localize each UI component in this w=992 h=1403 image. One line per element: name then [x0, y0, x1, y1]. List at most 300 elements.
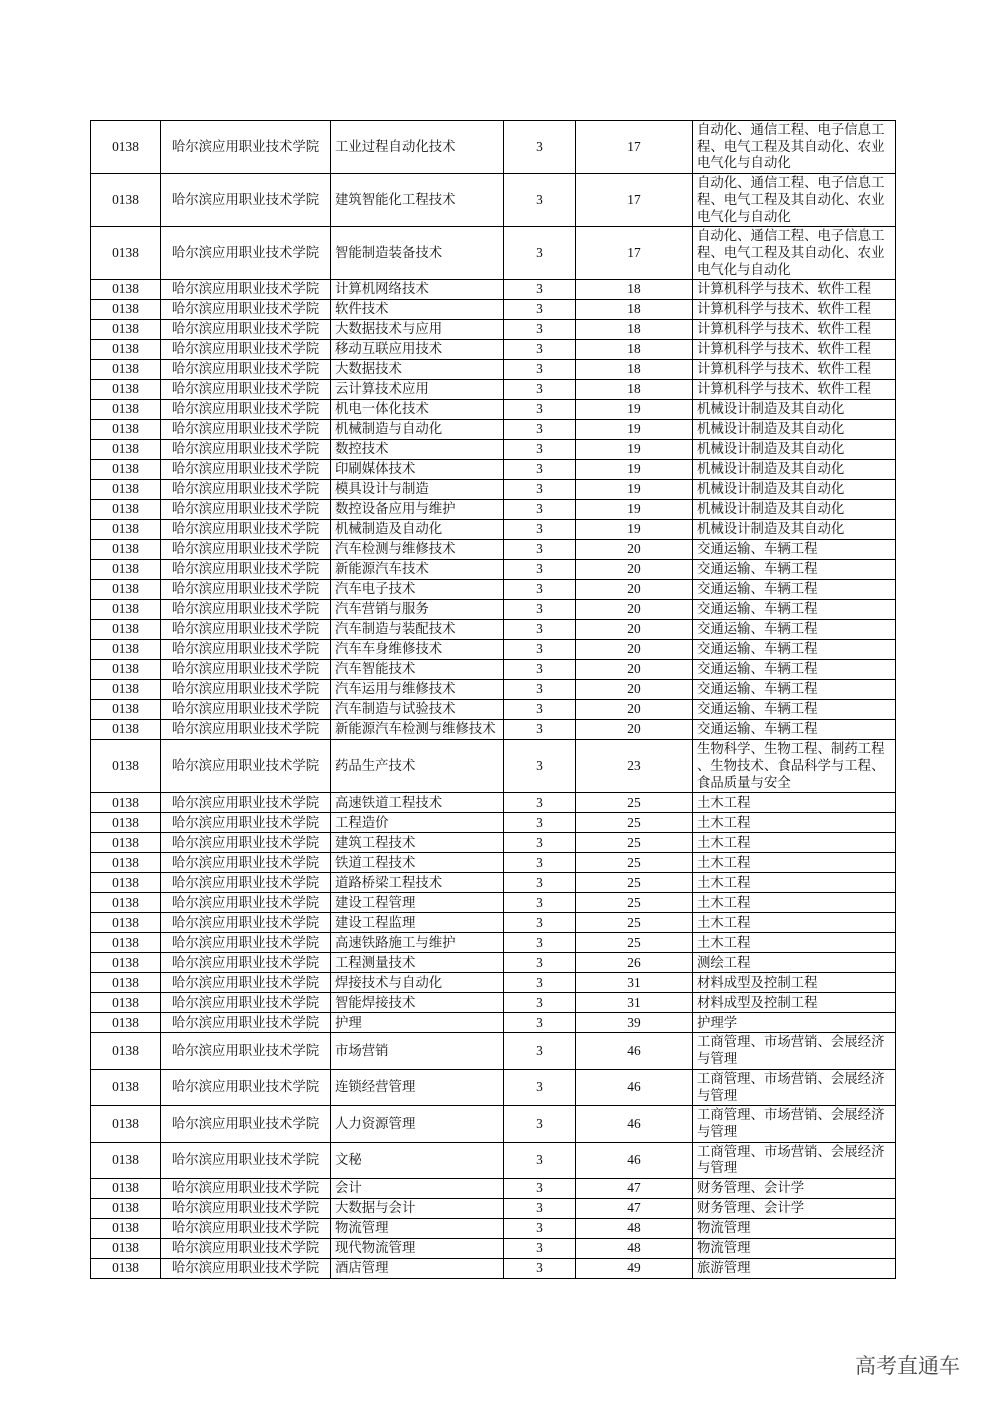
school-cell: 哈尔滨应用职业技术学院	[161, 1106, 331, 1142]
category-code-cell: 20	[576, 580, 693, 600]
code-cell: 0138	[91, 600, 161, 620]
category-code-cell: 47	[576, 1199, 693, 1219]
table-row	[91, 1106, 896, 1142]
table-row	[91, 993, 896, 1013]
school-cell: 哈尔滨应用职业技术学院	[161, 400, 331, 420]
category-code-cell: 20	[576, 620, 693, 640]
table-row	[91, 580, 896, 600]
code-cell: 0138	[91, 1106, 161, 1142]
major-cell: 铁道工程技术	[331, 853, 504, 873]
category-code-cell: 46	[576, 1069, 693, 1105]
code-cell: 0138	[91, 973, 161, 993]
years-cell: 3	[504, 560, 576, 580]
table-row	[91, 660, 896, 680]
table-row	[91, 740, 896, 793]
code-cell: 0138	[91, 740, 161, 793]
years-cell: 3	[504, 1142, 576, 1178]
school-cell: 哈尔滨应用职业技术学院	[161, 913, 331, 933]
table-row	[91, 620, 896, 640]
code-cell: 0138	[91, 640, 161, 660]
category-code-cell: 26	[576, 953, 693, 973]
category-code-cell: 20	[576, 720, 693, 740]
related-majors-cell: 计算机科学与技术、软件工程	[693, 360, 896, 380]
major-cell: 建设工程监理	[331, 913, 504, 933]
major-cell: 会计	[331, 1179, 504, 1199]
code-cell: 0138	[91, 993, 161, 1013]
school-cell: 哈尔滨应用职业技术学院	[161, 993, 331, 1013]
school-cell: 哈尔滨应用职业技术学院	[161, 340, 331, 360]
table-row	[91, 380, 896, 400]
major-cell: 软件技术	[331, 300, 504, 320]
years-cell: 3	[504, 620, 576, 640]
code-cell: 0138	[91, 560, 161, 580]
years-cell: 3	[504, 720, 576, 740]
table-row	[91, 640, 896, 660]
years-cell: 3	[504, 600, 576, 620]
years-cell: 3	[504, 1259, 576, 1279]
code-cell: 0138	[91, 340, 161, 360]
code-cell: 0138	[91, 227, 161, 280]
school-cell: 哈尔滨应用职业技术学院	[161, 620, 331, 640]
table-row	[91, 360, 896, 380]
related-majors-cell: 计算机科学与技术、软件工程	[693, 380, 896, 400]
category-code-cell: 25	[576, 913, 693, 933]
related-majors-cell: 材料成型及控制工程	[693, 993, 896, 1013]
related-majors-cell: 生物科学、生物工程、制药工程、生物技术、食品科学与工程、食品质量与安全	[693, 740, 896, 793]
table-row	[91, 1219, 896, 1239]
school-cell: 哈尔滨应用职业技术学院	[161, 740, 331, 793]
school-cell: 哈尔滨应用职业技术学院	[161, 853, 331, 873]
table-row	[91, 793, 896, 813]
category-code-cell: 48	[576, 1239, 693, 1259]
related-majors-cell: 机械设计制造及其自动化	[693, 500, 896, 520]
school-cell: 哈尔滨应用职业技术学院	[161, 121, 331, 174]
table-row	[91, 174, 896, 227]
category-code-cell: 25	[576, 833, 693, 853]
category-code-cell: 49	[576, 1259, 693, 1279]
table-row	[91, 973, 896, 993]
table-row	[91, 420, 896, 440]
major-cell: 连锁经营管理	[331, 1069, 504, 1105]
years-cell: 3	[504, 500, 576, 520]
school-cell: 哈尔滨应用职业技术学院	[161, 300, 331, 320]
related-majors-cell: 土木工程	[693, 913, 896, 933]
code-cell: 0138	[91, 953, 161, 973]
years-cell: 3	[504, 280, 576, 300]
years-cell: 3	[504, 1069, 576, 1105]
code-cell: 0138	[91, 893, 161, 913]
related-majors-cell: 交通运输、车辆工程	[693, 640, 896, 660]
major-cell: 新能源汽车检测与维修技术	[331, 720, 504, 740]
school-cell: 哈尔滨应用职业技术学院	[161, 520, 331, 540]
code-cell: 0138	[91, 1142, 161, 1178]
code-cell: 0138	[91, 360, 161, 380]
years-cell: 3	[504, 1033, 576, 1069]
major-cell: 汽车检测与维修技术	[331, 540, 504, 560]
major-cell: 焊接技术与自动化	[331, 973, 504, 993]
table-row	[91, 1142, 896, 1178]
major-cell: 印刷媒体技术	[331, 460, 504, 480]
major-cell: 模具设计与制造	[331, 480, 504, 500]
related-majors-cell: 交通运输、车辆工程	[693, 720, 896, 740]
category-code-cell: 46	[576, 1033, 693, 1069]
major-cell: 大数据与会计	[331, 1199, 504, 1219]
category-code-cell: 20	[576, 600, 693, 620]
related-majors-cell: 土木工程	[693, 853, 896, 873]
years-cell: 3	[504, 813, 576, 833]
school-cell: 哈尔滨应用职业技术学院	[161, 440, 331, 460]
related-majors-cell: 护理学	[693, 1013, 896, 1033]
related-majors-cell: 交通运输、车辆工程	[693, 660, 896, 680]
related-majors-cell: 土木工程	[693, 873, 896, 893]
category-code-cell: 20	[576, 640, 693, 660]
code-cell: 0138	[91, 400, 161, 420]
related-majors-cell: 材料成型及控制工程	[693, 973, 896, 993]
major-cell: 汽车电子技术	[331, 580, 504, 600]
category-code-cell: 25	[576, 813, 693, 833]
major-cell: 机械制造与自动化	[331, 420, 504, 440]
major-cell: 建筑工程技术	[331, 833, 504, 853]
related-majors-cell: 交通运输、车辆工程	[693, 600, 896, 620]
major-cell: 道路桥梁工程技术	[331, 873, 504, 893]
major-cell: 工程测量技术	[331, 953, 504, 973]
table-row	[91, 400, 896, 420]
years-cell: 3	[504, 1106, 576, 1142]
table-row	[91, 500, 896, 520]
related-majors-cell: 机械设计制造及其自动化	[693, 480, 896, 500]
major-cell: 护理	[331, 1013, 504, 1033]
related-majors-cell: 旅游管理	[693, 1259, 896, 1279]
years-cell: 3	[504, 953, 576, 973]
years-cell: 3	[504, 1219, 576, 1239]
category-code-cell: 25	[576, 893, 693, 913]
school-cell: 哈尔滨应用职业技术学院	[161, 1033, 331, 1069]
school-cell: 哈尔滨应用职业技术学院	[161, 480, 331, 500]
code-cell: 0138	[91, 793, 161, 813]
category-code-cell: 18	[576, 320, 693, 340]
category-code-cell: 20	[576, 560, 693, 580]
years-cell: 3	[504, 853, 576, 873]
related-majors-cell: 工商管理、市场营销、会展经济与管理	[693, 1106, 896, 1142]
related-majors-cell: 计算机科学与技术、软件工程	[693, 300, 896, 320]
related-majors-cell: 交通运输、车辆工程	[693, 560, 896, 580]
years-cell: 3	[504, 440, 576, 460]
school-cell: 哈尔滨应用职业技术学院	[161, 1069, 331, 1105]
years-cell: 3	[504, 360, 576, 380]
related-majors-cell: 物流管理	[693, 1239, 896, 1259]
major-cell: 药品生产技术	[331, 740, 504, 793]
school-cell: 哈尔滨应用职业技术学院	[161, 460, 331, 480]
table-row	[91, 893, 896, 913]
category-code-cell: 20	[576, 660, 693, 680]
years-cell: 3	[504, 1179, 576, 1199]
years-cell: 3	[504, 580, 576, 600]
code-cell: 0138	[91, 460, 161, 480]
category-code-cell: 17	[576, 227, 693, 280]
code-cell: 0138	[91, 520, 161, 540]
years-cell: 3	[504, 973, 576, 993]
category-code-cell: 31	[576, 993, 693, 1013]
table-row	[91, 720, 896, 740]
school-cell: 哈尔滨应用职业技术学院	[161, 560, 331, 580]
school-cell: 哈尔滨应用职业技术学院	[161, 1199, 331, 1219]
related-majors-cell: 土木工程	[693, 833, 896, 853]
category-code-cell: 31	[576, 973, 693, 993]
related-majors-cell: 土木工程	[693, 933, 896, 953]
table-row	[91, 480, 896, 500]
category-code-cell: 47	[576, 1179, 693, 1199]
category-code-cell: 17	[576, 174, 693, 227]
school-cell: 哈尔滨应用职业技术学院	[161, 813, 331, 833]
years-cell: 3	[504, 793, 576, 813]
major-cell: 机电一体化技术	[331, 400, 504, 420]
major-cell: 建设工程管理	[331, 893, 504, 913]
years-cell: 3	[504, 700, 576, 720]
major-cell: 汽车运用与维修技术	[331, 680, 504, 700]
watermark-text: 高考直通车	[855, 1354, 960, 1378]
table-row	[91, 700, 896, 720]
related-majors-cell: 自动化、通信工程、电子信息工程、电气工程及其自动化、农业电气化与自动化	[693, 174, 896, 227]
years-cell: 3	[504, 480, 576, 500]
school-cell: 哈尔滨应用职业技术学院	[161, 360, 331, 380]
table-row	[91, 600, 896, 620]
code-cell: 0138	[91, 913, 161, 933]
years-cell: 3	[504, 300, 576, 320]
code-cell: 0138	[91, 720, 161, 740]
major-cell: 工程造价	[331, 813, 504, 833]
code-cell: 0138	[91, 280, 161, 300]
category-code-cell: 25	[576, 793, 693, 813]
category-code-cell: 17	[576, 121, 693, 174]
code-cell: 0138	[91, 440, 161, 460]
code-cell: 0138	[91, 1239, 161, 1259]
major-cell: 汽车营销与服务	[331, 600, 504, 620]
table-row	[91, 227, 896, 280]
code-cell: 0138	[91, 933, 161, 953]
related-majors-cell: 财务管理、会计学	[693, 1199, 896, 1219]
table-row	[91, 1259, 896, 1279]
related-majors-cell: 交通运输、车辆工程	[693, 540, 896, 560]
major-cell: 数控设备应用与维护	[331, 500, 504, 520]
years-cell: 3	[504, 174, 576, 227]
category-code-cell: 19	[576, 500, 693, 520]
category-code-cell: 18	[576, 280, 693, 300]
major-cell: 建筑智能化工程技术	[331, 174, 504, 227]
related-majors-cell: 工商管理、市场营销、会展经济与管理	[693, 1142, 896, 1178]
major-cell: 数控技术	[331, 440, 504, 460]
school-cell: 哈尔滨应用职业技术学院	[161, 700, 331, 720]
years-cell: 3	[504, 400, 576, 420]
code-cell: 0138	[91, 121, 161, 174]
category-code-cell: 18	[576, 340, 693, 360]
school-cell: 哈尔滨应用职业技术学院	[161, 680, 331, 700]
school-cell: 哈尔滨应用职业技术学院	[161, 380, 331, 400]
major-cell: 机械制造及自动化	[331, 520, 504, 540]
school-cell: 哈尔滨应用职业技术学院	[161, 280, 331, 300]
major-cell: 物流管理	[331, 1219, 504, 1239]
school-cell: 哈尔滨应用职业技术学院	[161, 1239, 331, 1259]
code-cell: 0138	[91, 1033, 161, 1069]
code-cell: 0138	[91, 700, 161, 720]
major-cell: 市场营销	[331, 1033, 504, 1069]
related-majors-cell: 土木工程	[693, 813, 896, 833]
table-row	[91, 1179, 896, 1199]
school-cell: 哈尔滨应用职业技术学院	[161, 227, 331, 280]
school-cell: 哈尔滨应用职业技术学院	[161, 1142, 331, 1178]
major-cell: 计算机网络技术	[331, 280, 504, 300]
table-row	[91, 340, 896, 360]
category-code-cell: 46	[576, 1142, 693, 1178]
years-cell: 3	[504, 380, 576, 400]
major-cell: 汽车车身维修技术	[331, 640, 504, 660]
related-majors-cell: 财务管理、会计学	[693, 1179, 896, 1199]
years-cell: 3	[504, 320, 576, 340]
school-cell: 哈尔滨应用职业技术学院	[161, 540, 331, 560]
category-code-cell: 19	[576, 440, 693, 460]
school-cell: 哈尔滨应用职业技术学院	[161, 953, 331, 973]
school-cell: 哈尔滨应用职业技术学院	[161, 660, 331, 680]
school-cell: 哈尔滨应用职业技术学院	[161, 973, 331, 993]
major-cell: 高速铁路施工与维护	[331, 933, 504, 953]
table-row	[91, 680, 896, 700]
years-cell: 3	[504, 520, 576, 540]
table-row	[91, 1239, 896, 1259]
code-cell: 0138	[91, 320, 161, 340]
major-cell: 酒店管理	[331, 1259, 504, 1279]
category-code-cell: 19	[576, 400, 693, 420]
school-cell: 哈尔滨应用职业技术学院	[161, 500, 331, 520]
years-cell: 3	[504, 740, 576, 793]
code-cell: 0138	[91, 620, 161, 640]
code-cell: 0138	[91, 1069, 161, 1105]
category-code-cell: 39	[576, 1013, 693, 1033]
majors-table-body	[91, 121, 896, 1279]
category-code-cell: 20	[576, 680, 693, 700]
code-cell: 0138	[91, 1219, 161, 1239]
code-cell: 0138	[91, 300, 161, 320]
code-cell: 0138	[91, 480, 161, 500]
years-cell: 3	[504, 1199, 576, 1219]
table-row	[91, 1199, 896, 1219]
category-code-cell: 18	[576, 300, 693, 320]
related-majors-cell: 机械设计制造及其自动化	[693, 460, 896, 480]
school-cell: 哈尔滨应用职业技术学院	[161, 320, 331, 340]
years-cell: 3	[504, 227, 576, 280]
code-cell: 0138	[91, 380, 161, 400]
school-cell: 哈尔滨应用职业技术学院	[161, 793, 331, 813]
major-cell: 现代物流管理	[331, 1239, 504, 1259]
table-row	[91, 300, 896, 320]
majors-table	[90, 120, 896, 1279]
major-cell: 智能焊接技术	[331, 993, 504, 1013]
school-cell: 哈尔滨应用职业技术学院	[161, 893, 331, 913]
table-row	[91, 520, 896, 540]
major-cell: 智能制造装备技术	[331, 227, 504, 280]
school-cell: 哈尔滨应用职业技术学院	[161, 833, 331, 853]
major-cell: 大数据技术	[331, 360, 504, 380]
category-code-cell: 18	[576, 360, 693, 380]
table-row	[91, 833, 896, 853]
major-cell: 大数据技术与应用	[331, 320, 504, 340]
table-row	[91, 873, 896, 893]
years-cell: 3	[504, 680, 576, 700]
table-row	[91, 853, 896, 873]
code-cell: 0138	[91, 833, 161, 853]
category-code-cell: 25	[576, 853, 693, 873]
major-cell: 文秘	[331, 1142, 504, 1178]
years-cell: 3	[504, 420, 576, 440]
table-row	[91, 1033, 896, 1069]
years-cell: 3	[504, 460, 576, 480]
related-majors-cell: 计算机科学与技术、软件工程	[693, 340, 896, 360]
school-cell: 哈尔滨应用职业技术学院	[161, 580, 331, 600]
related-majors-cell: 交通运输、车辆工程	[693, 680, 896, 700]
table-row	[91, 280, 896, 300]
years-cell: 3	[504, 833, 576, 853]
table-row	[91, 540, 896, 560]
code-cell: 0138	[91, 1259, 161, 1279]
school-cell: 哈尔滨应用职业技术学院	[161, 1219, 331, 1239]
related-majors-cell: 自动化、通信工程、电子信息工程、电气工程及其自动化、农业电气化与自动化	[693, 227, 896, 280]
category-code-cell: 20	[576, 700, 693, 720]
table-row	[91, 1069, 896, 1105]
related-majors-cell: 交通运输、车辆工程	[693, 620, 896, 640]
table-row	[91, 813, 896, 833]
school-cell: 哈尔滨应用职业技术学院	[161, 720, 331, 740]
code-cell: 0138	[91, 174, 161, 227]
related-majors-cell: 机械设计制造及其自动化	[693, 520, 896, 540]
school-cell: 哈尔滨应用职业技术学院	[161, 174, 331, 227]
years-cell: 3	[504, 340, 576, 360]
related-majors-cell: 自动化、通信工程、电子信息工程、电气工程及其自动化、农业电气化与自动化	[693, 121, 896, 174]
category-code-cell: 25	[576, 933, 693, 953]
years-cell: 3	[504, 993, 576, 1013]
related-majors-cell: 土木工程	[693, 893, 896, 913]
years-cell: 3	[504, 660, 576, 680]
code-cell: 0138	[91, 660, 161, 680]
category-code-cell: 19	[576, 480, 693, 500]
table-row	[91, 440, 896, 460]
years-cell: 3	[504, 933, 576, 953]
major-cell: 工业过程自动化技术	[331, 121, 504, 174]
table-row	[91, 560, 896, 580]
category-code-cell: 19	[576, 420, 693, 440]
table-row	[91, 320, 896, 340]
related-majors-cell: 交通运输、车辆工程	[693, 700, 896, 720]
category-code-cell: 19	[576, 460, 693, 480]
related-majors-cell: 机械设计制造及其自动化	[693, 400, 896, 420]
code-cell: 0138	[91, 1013, 161, 1033]
table-row	[91, 460, 896, 480]
school-cell: 哈尔滨应用职业技术学院	[161, 600, 331, 620]
years-cell: 3	[504, 1013, 576, 1033]
related-majors-cell: 工商管理、市场营销、会展经济与管理	[693, 1033, 896, 1069]
school-cell: 哈尔滨应用职业技术学院	[161, 1179, 331, 1199]
years-cell: 3	[504, 540, 576, 560]
major-cell: 汽车制造与装配技术	[331, 620, 504, 640]
school-cell: 哈尔滨应用职业技术学院	[161, 933, 331, 953]
school-cell: 哈尔滨应用职业技术学院	[161, 640, 331, 660]
code-cell: 0138	[91, 1179, 161, 1199]
major-cell: 汽车制造与试验技术	[331, 700, 504, 720]
related-majors-cell: 测绘工程	[693, 953, 896, 973]
years-cell: 3	[504, 121, 576, 174]
related-majors-cell: 工商管理、市场营销、会展经济与管理	[693, 1069, 896, 1105]
related-majors-cell: 机械设计制造及其自动化	[693, 420, 896, 440]
school-cell: 哈尔滨应用职业技术学院	[161, 1013, 331, 1033]
related-majors-cell: 计算机科学与技术、软件工程	[693, 320, 896, 340]
related-majors-cell: 计算机科学与技术、软件工程	[693, 280, 896, 300]
